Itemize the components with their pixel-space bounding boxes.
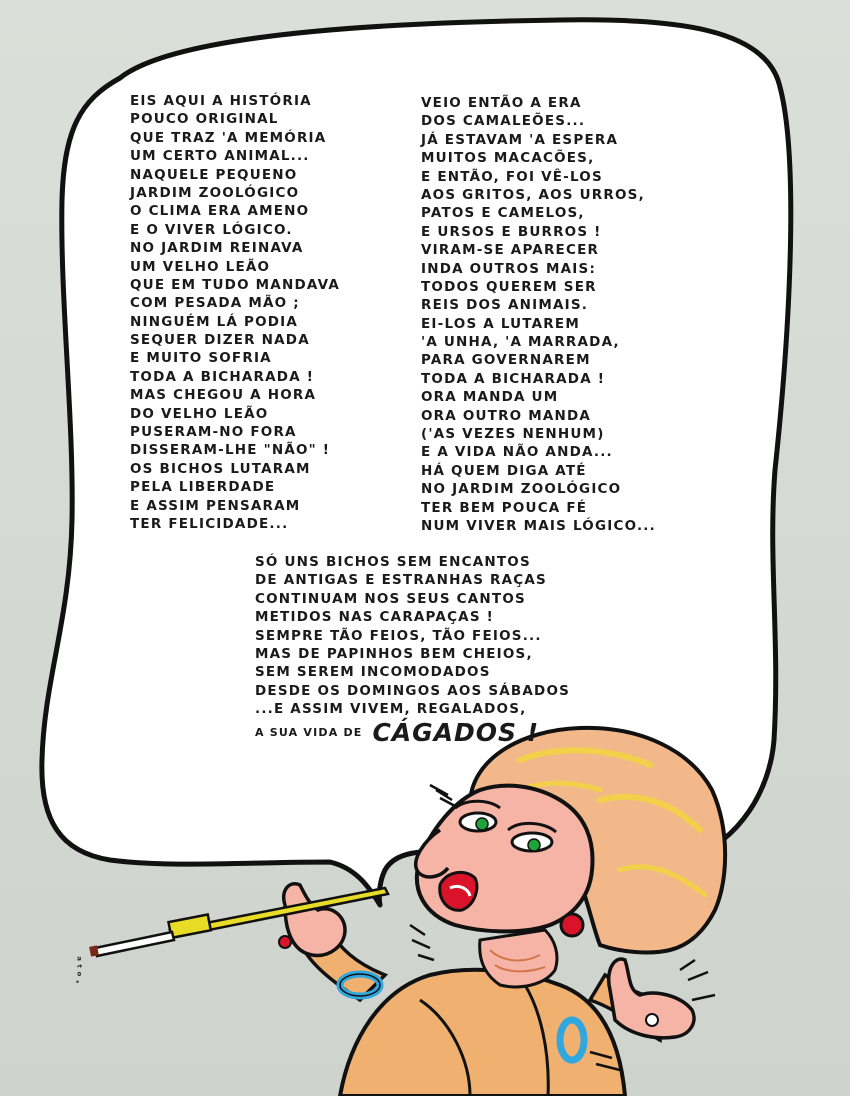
poem-line: MAS DE PAPINHOS BEM CHEIOS, — [255, 645, 533, 662]
poem-line: DO VELHO LEÃO — [130, 405, 269, 422]
poem-line: ORA MANDA UM — [421, 389, 559, 406]
poem-line: EI-LOS A LUTAREM — [421, 315, 580, 332]
neck — [480, 930, 557, 987]
artist-signature: ᵃᵗᵒ· — [71, 956, 84, 987]
poem-line: VEIO ENTÃO A ERA — [421, 95, 582, 111]
poem-line: TODOS QUEREM SER — [421, 278, 597, 295]
poem-left-column — [130, 92, 340, 533]
poem-line: TER BEM POUCA FÉ — [421, 499, 588, 516]
poem-line: COM PESADA MÃO ; — [130, 295, 300, 312]
poem-line: QUE EM TUDO MANDAVA — [130, 276, 340, 293]
poem-right-column — [421, 94, 656, 535]
poem-line: SEMPRE TÃO FEIOS, TÃO FEIOS... — [255, 627, 542, 644]
poem-line: REIS DOS ANIMAIS. — [421, 297, 589, 314]
poem-last-line — [255, 717, 570, 747]
final-word-cagados: CÁGADOS ! — [372, 717, 540, 747]
poem-line: O CLIMA ERA AMENO — [130, 203, 310, 220]
poem-line: ...E ASSIM VIVEM, REGALADOS, — [255, 701, 527, 718]
poem-line: QUE TRAZ 'A MEMÓRIA — [130, 129, 327, 146]
poem-line: HÁ QUEM DIGA ATÉ — [421, 462, 587, 479]
poem-line: TER FELICIDADE... — [130, 515, 289, 532]
poem-line: E O VIVER LÓGICO. — [130, 221, 293, 238]
poem-line: NUM VIVER MAIS LÓGICO... — [421, 517, 656, 534]
poem-line: E ASSIM PENSARAM — [130, 497, 301, 514]
poem-line: E MUITO SOFRIA — [130, 350, 272, 367]
poem-line: 'A UNHA, 'A MARRADA, — [421, 334, 620, 351]
poem-line: SEM SEREM INCOMODADOS — [255, 664, 491, 681]
poem-line: OS BICHOS LUTARAM — [130, 460, 311, 477]
poem-line: TODA A BICHARADA ! — [421, 370, 606, 387]
poem-line: MAS CHEGOU A HORA — [130, 387, 317, 404]
last-line-prefix: A SUA VIDA DE — [255, 725, 363, 739]
poem-line: VIRAM-SE APARECER — [421, 242, 600, 259]
cigarette — [95, 932, 174, 956]
poem-line: PELA LIBERDADE — [130, 479, 276, 496]
poem-line: TODA A BICHARADA ! — [130, 368, 315, 385]
poem-line: NINGUÉM LÁ PODIA — [130, 313, 299, 330]
poem-line: MUITOS MACACÕES, — [421, 150, 595, 167]
poem-line: UM VELHO LEÃO — [130, 258, 271, 275]
poem-line: INDA OUTROS MAIS: — [421, 260, 597, 277]
poem-line: E A VIDA NÃO ANDA... — [421, 444, 613, 461]
poem-line: DOS CAMALEÕES... — [421, 113, 586, 130]
left-hand — [284, 884, 345, 956]
poem-line: DE ANTIGAS E ESTRANHAS RAÇAS — [255, 572, 547, 589]
poem-line: SÓ UNS BICHOS SEM ENCANTOS — [255, 554, 531, 570]
earring — [561, 914, 583, 936]
poem-line: SEQUER DIZER NADA — [130, 332, 310, 349]
poem-line: DISSERAM-LHE "NÃO" ! — [130, 442, 331, 459]
poem-line: PARA GOVERNAREM — [421, 352, 591, 369]
poem-line: E URSOS E BURROS ! — [421, 223, 602, 240]
poem-line: EIS AQUI A HISTÓRIA — [130, 93, 312, 109]
poem-line: JARDIM ZOOLÓGICO — [130, 184, 300, 201]
poem-line: NAQUELE PEQUENO — [130, 166, 298, 183]
poem-line: AOS GRITOS, AOS URROS, — [421, 186, 645, 203]
poem-line: DESDE OS DOMINGOS AOS SÁBADOS — [255, 682, 571, 699]
mouth — [440, 872, 477, 910]
poem-line: ('AS VEZES NENHUM) — [421, 426, 605, 443]
poem-line: NO JARDIM REINAVA — [130, 240, 304, 257]
poem-line: ORA OUTRO MANDA — [421, 407, 592, 424]
poem-line: PUSERAM-NO FORA — [130, 424, 297, 441]
poem-line: METIDOS NAS CARAPAÇAS ! — [255, 609, 494, 626]
poem-line: JÁ ESTAVAM 'A ESPERA — [421, 131, 619, 148]
poem-line: UM CERTO ANIMAL... — [130, 148, 310, 165]
poem-line: POUCO ORIGINAL — [130, 111, 279, 128]
poem-line: CONTINUAM NOS SEUS CANTOS — [255, 590, 526, 607]
poem-line: E ENTÃO, FOI VÊ-LOS — [421, 168, 603, 185]
poem-line: PATOS E CAMELOS, — [421, 205, 585, 222]
poem-line: NO JARDIM ZOOLÓGICO — [421, 481, 622, 498]
poem-bottom-stanza — [255, 553, 571, 747]
